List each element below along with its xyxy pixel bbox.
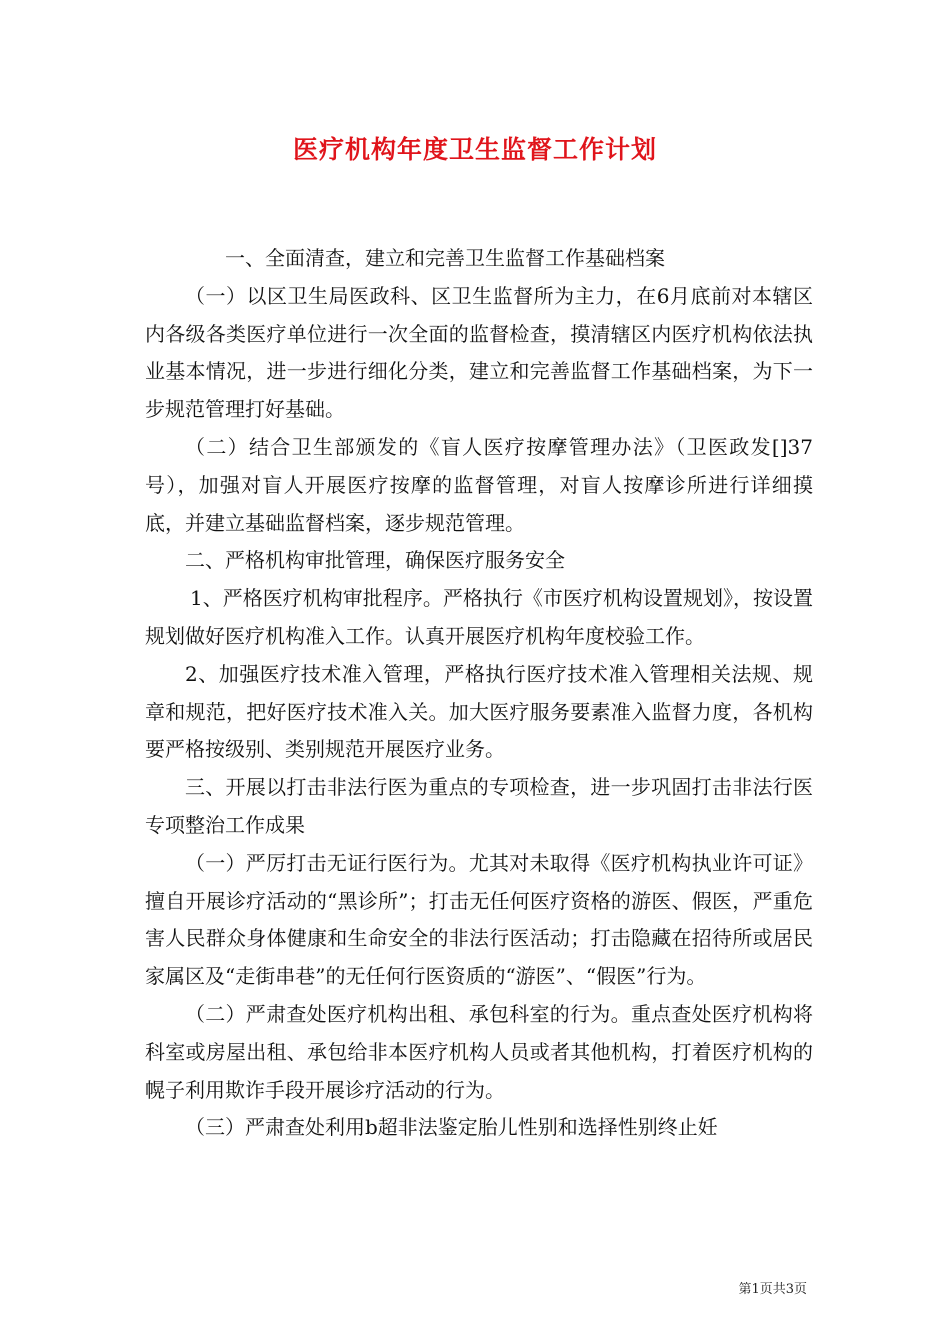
paragraph: （一）以区卫生局医政科、区卫生监督所为主力，在6月底前对本辖区内各级各类医疗单位进行一次全面的监督检查，摸清辖区内医疗机构依法执业基本情况，进一步进行细化分类，建立和完善监督工作基础档案，为下一步规范管理打好基础。 bbox=[145, 283, 813, 422]
section-heading-2: 二、严格机构审批管理，确保医疗服务安全 bbox=[185, 548, 565, 573]
section-heading-3: 三、开展以打击非法行医为重点的专项检查，进一步巩固打击非法行医专项整治工作成果 bbox=[145, 775, 813, 837]
section-heading-1: 一、全面清查，建立和完善卫生监督工作基础档案 bbox=[225, 246, 665, 270]
paragraph: （一）严厉打击无证行医行为。尤其对未取得《医疗机构执业许可证》擅自开展诊疗活动的“黑诊所”；打击无任何医疗资格的游医、假医，严重危害人民群众身体健康和生命安全的非法行医活动；打击隐藏在招待所或居民家属区及“走街串巷”的无任何行医资质的“游医”、“假医”行为。 bbox=[145, 850, 813, 989]
paragraph: 2、加强医疗技术准入管理，严格执行医疗技术准入管理相关法规、规章和规范，把好医疗技术准入关。加大医疗服务要素准入监督力度，各机构要严格按级别、类别规范开展医疗业务。 bbox=[145, 661, 813, 762]
paragraph: （三）严肃查处利用b超非法鉴定胎儿性别和选择性别终止妊 bbox=[185, 1115, 718, 1140]
document-title: 医疗机构年度卫生监督工作计划 bbox=[292, 135, 657, 164]
page-number: 第1页共3页 bbox=[738, 1282, 807, 1297]
document-body bbox=[145, 240, 813, 1147]
paragraph: （二）结合卫生部颁发的《盲人医疗按摩管理办法》（卫医政发[]37号），加强对盲人开展医疗按摩的监督管理，对盲人按摩诊所进行详细摸底，并建立基础监督档案，逐步规范管理。 bbox=[145, 434, 813, 535]
paragraph: （二）严肃查处医疗机构出租、承包科室的行为。重点查处医疗机构将科室或房屋出租、承包给非本医疗机构人员或者其他机构，打着医疗机构的幌子利用欺诈手段开展诊疗活动的行为。 bbox=[145, 1001, 813, 1102]
paragraph: 1、严格医疗机构审批程序。严格执行《市医疗机构设置规划》，按设置规划做好医疗机构准入工作。认真开展医疗机构年度校验工作。 bbox=[145, 586, 813, 648]
